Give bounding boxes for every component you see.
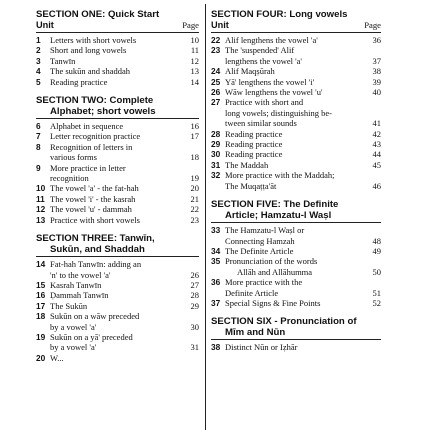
contents-entry <box>36 280 199 290</box>
unit-title: Alif lengthens the vowel 'a' <box>225 35 318 45</box>
unit-title: More practice in letter recognition <box>50 162 126 184</box>
unit-title: The sukūn and shaddah <box>50 66 131 77</box>
unit-number: 33 <box>211 225 221 236</box>
page-number: 26 <box>190 269 199 280</box>
page-number: 38 <box>372 66 381 77</box>
unit-number: 29 <box>211 139 221 150</box>
unit-number: 19 <box>36 331 46 342</box>
unit-title: The 'suspended' Alif lengthens the vowel 'a' <box>225 45 302 66</box>
contents-entry <box>211 149 381 159</box>
page-number: 22 <box>190 204 199 215</box>
unit-title: Reading practice <box>225 139 283 150</box>
section-title: SECTION FIVE: The Definite Article; Hamzatu-l Waṣl <box>211 199 339 222</box>
section-five <box>211 199 381 308</box>
unit-number: 3 <box>36 55 41 66</box>
page-number: 51 <box>372 287 381 298</box>
unit-number: 28 <box>211 128 221 139</box>
unit-title: The vowel 'u' - dammah <box>50 204 132 215</box>
section-six <box>211 316 381 352</box>
section-title: SECTION THREE: Tanwīn, Sukūn, and Shaddah <box>36 233 155 256</box>
page-heading: Page <box>182 20 199 30</box>
section-one <box>36 9 199 87</box>
page-number: 12 <box>190 55 199 66</box>
page-number: 29 <box>190 300 199 311</box>
unit-number: 12 <box>36 204 46 215</box>
contents-entry <box>36 121 199 131</box>
contents-entry <box>211 160 381 170</box>
contents-entry <box>36 194 199 204</box>
page-number: 42 <box>372 128 381 139</box>
unit-title: Letters with short vowels <box>50 35 137 45</box>
section-rule <box>211 339 381 340</box>
page-number: 44 <box>372 149 381 160</box>
contents-entry <box>211 129 381 139</box>
page-heading: Page <box>364 20 381 30</box>
unit-number: 11 <box>36 193 45 204</box>
unit-number: 34 <box>211 245 221 256</box>
column-divider <box>205 4 206 430</box>
page-number: 19 <box>190 173 199 184</box>
section-four <box>211 9 381 191</box>
page-number: 40 <box>372 87 381 98</box>
unit-number: 9 <box>36 162 41 173</box>
unit-number: 20 <box>36 352 46 363</box>
unit-title: Alphabet in sequence <box>50 121 124 132</box>
contents-entry <box>211 342 381 352</box>
unit-number: 10 <box>36 183 46 194</box>
contents-entry <box>211 246 381 256</box>
page-number: 23 <box>190 214 199 225</box>
unit-title: Practice with short vowels <box>50 214 140 225</box>
unit-number: 38 <box>211 342 221 353</box>
section-title: SECTION ONE: Quick Start <box>36 9 160 20</box>
contents-entry <box>36 215 199 225</box>
unit-number: 25 <box>211 76 221 87</box>
unit-heading: Unit <box>36 20 54 30</box>
unit-title: The vowel 'a' - the fat-hah <box>50 183 139 194</box>
page-number: 31 <box>190 342 199 353</box>
unit-title: The Maddah <box>225 159 269 170</box>
unit-number: 26 <box>211 87 221 98</box>
page-number: 11 <box>190 45 199 56</box>
unit-title: Fat-hah Tanwīn: adding an 'n' to the vowel 'a' <box>50 259 142 280</box>
unit-title: Sukūn on a wāw preceded by a vowel 'a' <box>50 311 140 332</box>
page-number: 52 <box>372 297 381 308</box>
unit-title: The Sukūn <box>50 300 88 311</box>
unit-title: Ḍammah Tanwīn <box>50 290 109 301</box>
unit-number: 7 <box>36 131 41 142</box>
unit-number: 14 <box>36 259 46 270</box>
page-number: 14 <box>190 76 199 87</box>
contents-entry <box>211 139 381 149</box>
unit-title: Yā' lengthens the vowel 'i' <box>225 76 315 87</box>
unit-title: Reading practice <box>225 149 283 160</box>
page-number: 20 <box>190 183 199 194</box>
page-number: 10 <box>190 35 199 45</box>
page-number: 50 <box>372 266 381 277</box>
page-number <box>177 353 199 363</box>
column-headings <box>211 20 381 31</box>
page-number <box>359 342 381 352</box>
unit-number: 37 <box>211 297 221 308</box>
section-rule <box>211 222 381 223</box>
page-number: 27 <box>190 279 199 290</box>
unit-title: Special Signs & Fine Points <box>225 297 321 308</box>
unit-number: 13 <box>36 214 46 225</box>
unit-title: Short and long vowels <box>50 45 127 56</box>
section-three <box>36 233 199 363</box>
unit-number: 23 <box>211 45 221 56</box>
contents-entry <box>36 311 199 332</box>
unit-number: 6 <box>36 121 41 132</box>
contents-entry <box>36 204 199 214</box>
contents-entry <box>211 87 381 97</box>
unit-title: Pronunciation of the words Allāh and Allāhumma <box>225 256 318 277</box>
unit-number: 22 <box>211 35 221 45</box>
contents-entry <box>211 97 381 128</box>
unit-number: 27 <box>211 97 221 108</box>
page-number: 30 <box>190 321 199 332</box>
unit-title: Reading practice <box>225 128 283 139</box>
unit-title: Recognition of letters in various forms <box>50 141 133 163</box>
page-number: 45 <box>372 159 381 170</box>
contents-left-column <box>36 9 199 363</box>
unit-title: The Hamzatu-l Waṣl or Connecting Hamzah <box>225 225 305 246</box>
page-number: 39 <box>372 76 381 87</box>
unit-heading: Unit <box>211 20 229 30</box>
contents-entry <box>36 183 199 193</box>
unit-title: The vowel 'i' - the kasrah <box>50 193 136 204</box>
contents-entry <box>211 45 381 66</box>
unit-title: More practice with the Definite Article <box>225 277 303 298</box>
section-two <box>36 95 199 225</box>
section-rule <box>36 118 199 119</box>
page-number: 13 <box>190 66 199 77</box>
unit-title: Reading practice <box>50 76 108 87</box>
page-number: 37 <box>372 55 381 66</box>
page-number: 28 <box>190 290 199 301</box>
contents-entry <box>211 256 381 277</box>
contents-entry <box>36 301 199 311</box>
contents-right-column <box>211 9 381 353</box>
unit-title: More practice with the Maddah; The Muqaṭṭa'āt <box>225 170 335 191</box>
contents-entry <box>211 66 381 76</box>
contents-entry <box>211 77 381 87</box>
unit-number: 36 <box>211 277 221 288</box>
contents-entry <box>36 353 199 363</box>
unit-title: Wāw lengthens the vowel 'u' <box>225 87 323 98</box>
unit-number: 17 <box>36 300 46 311</box>
unit-number: 31 <box>211 159 221 170</box>
page-number: 48 <box>372 235 381 246</box>
section-title: SECTION SIX - Pronunciation of Mīm and Nūn <box>211 316 357 339</box>
section-rule <box>36 256 199 257</box>
contents-entry <box>211 170 381 191</box>
page-number: 43 <box>372 139 381 150</box>
contents-entry <box>211 225 381 246</box>
page-number: 18 <box>190 152 199 163</box>
unit-number: 4 <box>36 66 41 77</box>
contents-entry <box>36 56 199 66</box>
unit-title: Letter recognition practice <box>50 131 141 142</box>
page-number: 21 <box>190 193 199 204</box>
contents-entry <box>36 35 199 45</box>
unit-title: Tanwīn <box>50 55 76 66</box>
column-headings <box>36 20 199 31</box>
unit-number: 15 <box>36 279 46 290</box>
unit-title: Distinct Nūn or Iẓhār <box>225 342 298 353</box>
unit-number: 35 <box>211 256 221 267</box>
contents-entry <box>36 259 199 280</box>
section-rule <box>211 32 381 33</box>
unit-number: 1 <box>36 35 41 45</box>
unit-number: 8 <box>36 141 41 152</box>
unit-title: Sukūn on a yā' preceded by a vowel 'a' <box>50 331 133 353</box>
unit-title: Alif Maqṣūrah <box>225 66 275 77</box>
contents-entry <box>36 45 199 55</box>
unit-number: 16 <box>36 290 46 301</box>
contents-entry <box>36 77 199 87</box>
unit-number: 2 <box>36 45 41 56</box>
page-number: 41 <box>372 118 381 129</box>
contents-entry <box>36 332 199 353</box>
contents-entry <box>211 35 381 45</box>
page-number: 46 <box>372 180 381 191</box>
unit-title: Kasrah Tanwīn <box>50 279 102 290</box>
unit-title: Practice with short and long vowels; distinguishing be- tween similar sounds <box>225 97 332 129</box>
unit-number: 24 <box>211 66 221 77</box>
contents-entry <box>36 131 199 141</box>
section-title: SECTION FOUR: Long vowels <box>211 9 348 20</box>
contents-entry <box>211 298 381 308</box>
unit-title: The Definite Article <box>225 245 294 256</box>
unit-title: W... <box>50 352 64 363</box>
contents-entry <box>211 277 381 298</box>
unit-number: 18 <box>36 311 46 322</box>
contents-entry <box>36 163 199 184</box>
unit-number: 5 <box>36 76 41 87</box>
contents-entry <box>36 290 199 300</box>
page-number: 36 <box>372 35 381 45</box>
page-number: 16 <box>190 121 199 132</box>
page-number: 17 <box>190 131 199 142</box>
section-title: SECTION TWO: Complete Alphabet; short vowels <box>36 95 156 118</box>
contents-entry <box>36 66 199 76</box>
section-rule <box>36 32 199 33</box>
contents-entry <box>36 142 199 163</box>
unit-number: 32 <box>211 170 221 181</box>
page-number: 49 <box>372 245 381 256</box>
unit-number: 30 <box>211 149 221 160</box>
